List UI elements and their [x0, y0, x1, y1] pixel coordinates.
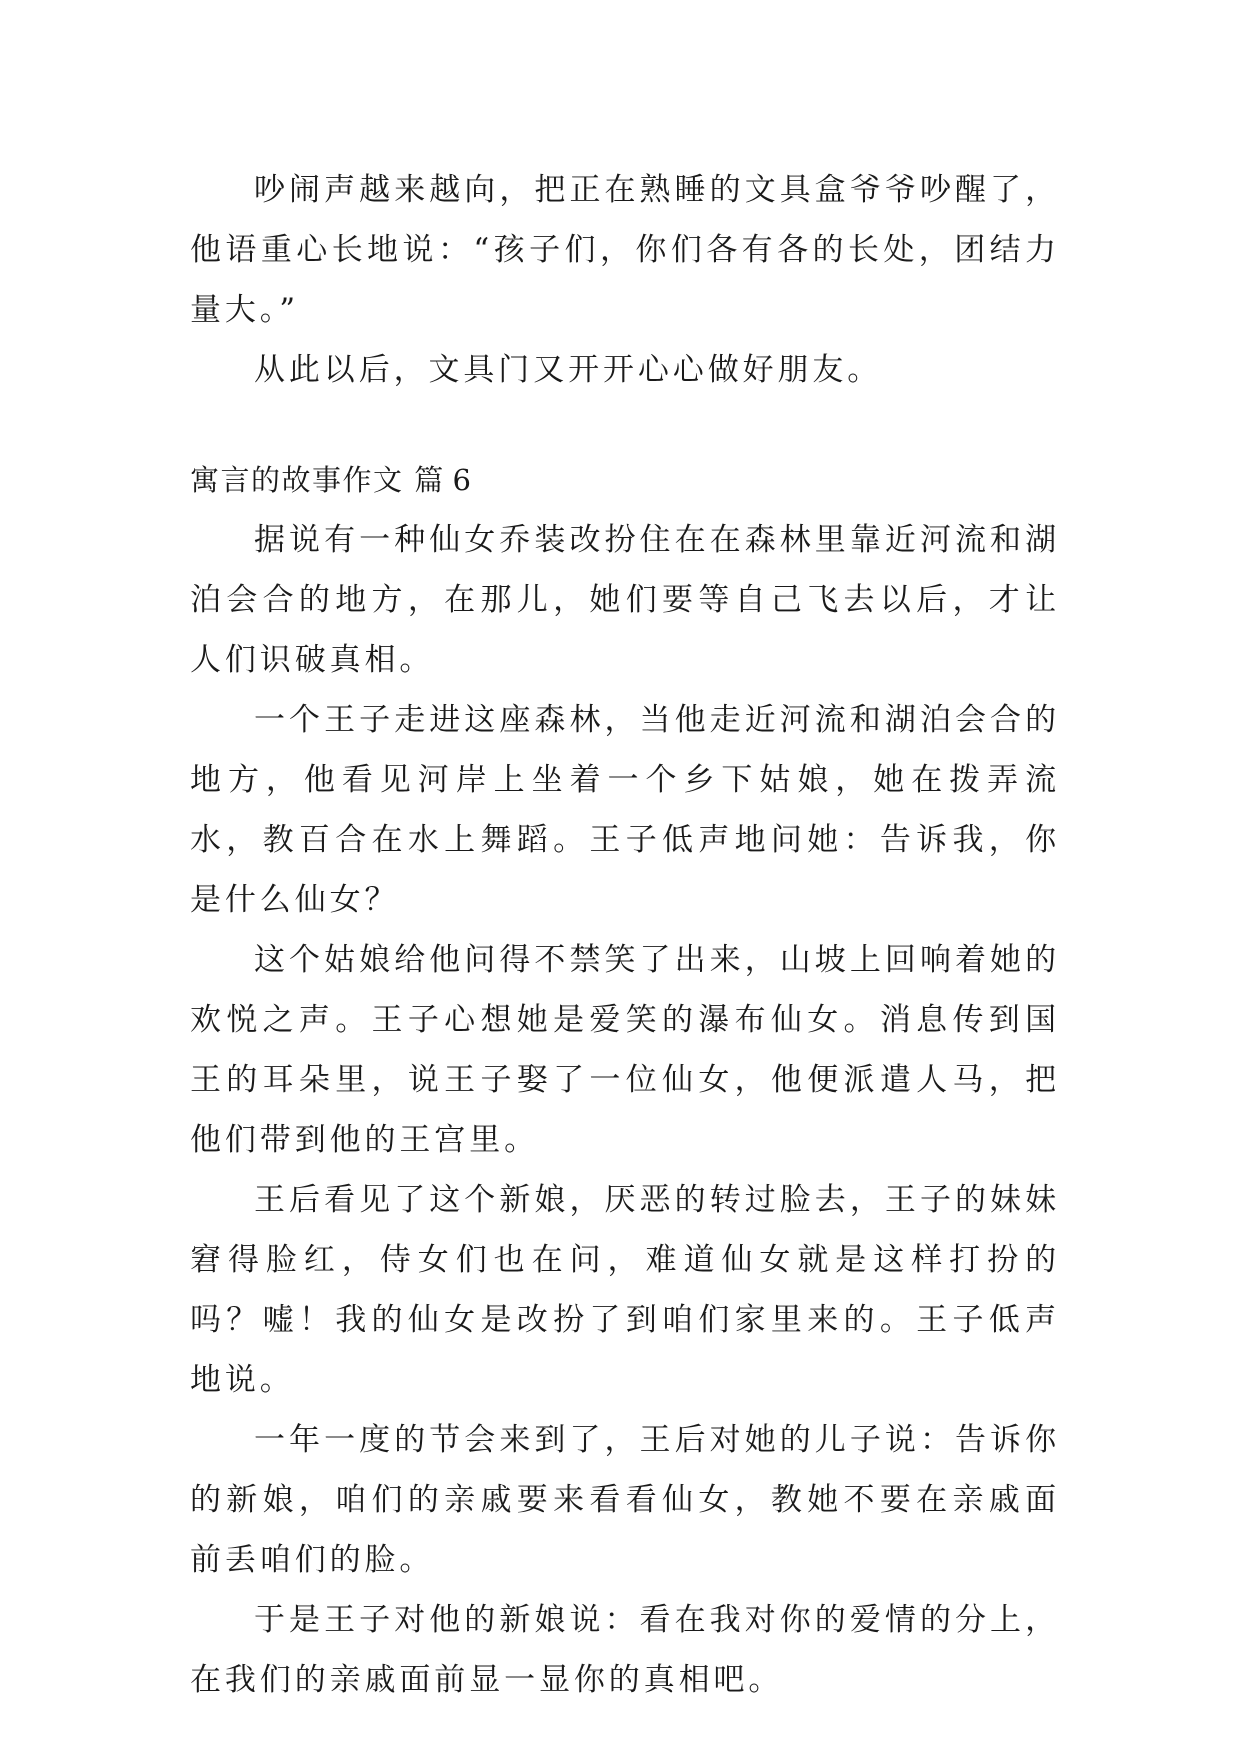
paragraph-girl-laughs: 这个姑娘给他问得不禁笑了出来，山坡上回响着她的欢悦之声。王子心想她是爱笑的瀑布仙女。消息传到国王的耳朵里，说王子娶了一位仙女，他便派遣人马，把他们带到他的王宫里。: [190, 942, 1060, 1158]
paragraph-prince-meets-girl: 一个王子走进这座森林，当他走近河流和湖泊会合的地方，他看见河岸上坐着一个乡下姑娘，她在拨弄流水，教百合在水上舞蹈。王子低声地问她：告诉我，你是什么仙女？: [190, 702, 1060, 918]
paragraph-stationery-quarrel: 吵闹声越来越向，把正在熟睡的文具盒爷爷吵醒了，他语重心长地说：“孩子们，你们各有各的长处，团结力量大。”: [190, 172, 1060, 328]
paragraph-annual-festival: 一年一度的节会来到了，王后对她的儿子说：告诉你的新娘，咱们的亲戚要来看看仙女，教她不要在亲戚面前丢咱们的脸。: [190, 1422, 1060, 1578]
section-label: 篇 6: [414, 463, 471, 497]
paragraph-prince-request: 于是王子对他的新娘说：看在我对你的爱情的分上，在我们的亲戚面前显一显你的真相吧。: [190, 1602, 1060, 1698]
section-heading: [190, 450, 1060, 510]
paragraph-fairy-intro: 据说有一种仙女乔装改扮住在在森林里靠近河流和湖泊会合的地方，在那儿，她们要等自己飞去以后，才让人们识破真相。: [190, 522, 1060, 678]
document-body: [190, 160, 1060, 1710]
paragraph-queen-disgust: 王后看见了这个新娘，厌恶的转过脸去，王子的妹妹窘得脸红，侍女们也在问，难道仙女就是这样打扮的吗？嘘！我的仙女是改扮了到咱们家里来的。王子低声地说。: [190, 1182, 1060, 1398]
paragraph-stationery-friends: 从此以后，文具门又开开心心做好朋友。: [254, 352, 883, 388]
section-title: 寓言的故事作文: [190, 463, 404, 497]
